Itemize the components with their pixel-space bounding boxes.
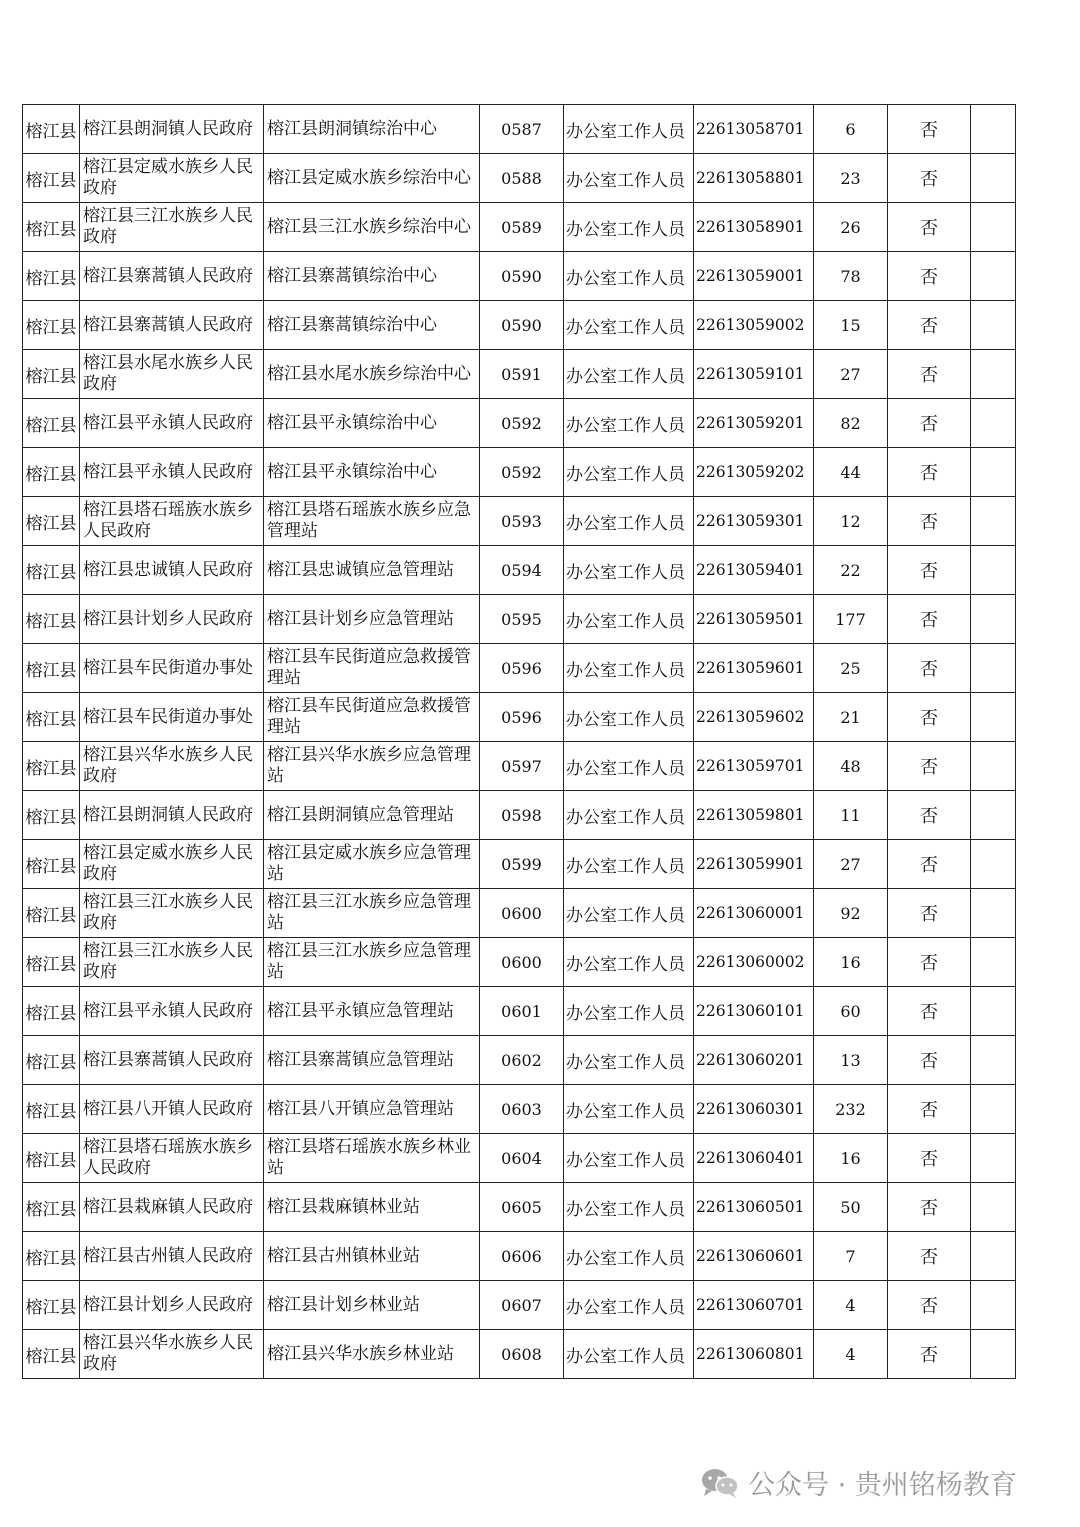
position-name-cell: 办公室工作人员 bbox=[564, 742, 694, 791]
note-cell bbox=[971, 938, 1016, 987]
note-cell bbox=[971, 840, 1016, 889]
flag-cell: 否 bbox=[888, 938, 971, 987]
applicant-count-cell: 82 bbox=[814, 399, 888, 448]
position-code-cell: 22613059301 bbox=[694, 497, 814, 546]
county-cell: 榕江县 bbox=[23, 1085, 80, 1134]
department-cell: 榕江县平永镇人民政府 bbox=[80, 448, 264, 497]
position-code-cell: 22613060601 bbox=[694, 1232, 814, 1281]
department-cell: 榕江县三江水族乡人民政府 bbox=[80, 938, 264, 987]
position-code-cell: 22613059901 bbox=[694, 840, 814, 889]
table-row bbox=[23, 742, 1016, 791]
applicant-count-cell: 11 bbox=[814, 791, 888, 840]
position-name-cell: 办公室工作人员 bbox=[564, 938, 694, 987]
flag-cell: 否 bbox=[888, 203, 971, 252]
flag-cell: 否 bbox=[888, 1330, 971, 1379]
position-code-cell: 22613060301 bbox=[694, 1085, 814, 1134]
unit-code-cell: 0600 bbox=[480, 938, 564, 987]
table-row bbox=[23, 497, 1016, 546]
watermark-text: 公众号 · 贵州铭杨教育 bbox=[748, 1470, 1017, 1501]
department-cell: 榕江县塔石瑶族水族乡人民政府 bbox=[80, 497, 264, 546]
department-cell: 榕江县定威水族乡人民政府 bbox=[80, 840, 264, 889]
table-row bbox=[23, 791, 1016, 840]
applicant-count-cell: 232 bbox=[814, 1085, 888, 1134]
note-cell bbox=[971, 1281, 1016, 1330]
position-name-cell: 办公室工作人员 bbox=[564, 644, 694, 693]
position-name-cell: 办公室工作人员 bbox=[564, 448, 694, 497]
flag-cell: 否 bbox=[888, 154, 971, 203]
note-cell bbox=[971, 1085, 1016, 1134]
flag-cell: 否 bbox=[888, 1134, 971, 1183]
county-cell: 榕江县 bbox=[23, 1134, 80, 1183]
unit-code-cell: 0587 bbox=[480, 105, 564, 154]
position-name-cell: 办公室工作人员 bbox=[564, 1330, 694, 1379]
unit-cell: 榕江县三江水族乡综治中心 bbox=[264, 203, 480, 252]
flag-cell: 否 bbox=[888, 1036, 971, 1085]
county-cell: 榕江县 bbox=[23, 105, 80, 154]
department-cell: 榕江县栽麻镇人民政府 bbox=[80, 1183, 264, 1232]
table-row bbox=[23, 840, 1016, 889]
flag-cell: 否 bbox=[888, 1085, 971, 1134]
county-cell: 榕江县 bbox=[23, 546, 80, 595]
position-code-cell: 22613060002 bbox=[694, 938, 814, 987]
county-cell: 榕江县 bbox=[23, 595, 80, 644]
unit-cell: 榕江县古州镇林业站 bbox=[264, 1232, 480, 1281]
flag-cell: 否 bbox=[888, 595, 971, 644]
note-cell bbox=[971, 301, 1016, 350]
department-cell: 榕江县朗洞镇人民政府 bbox=[80, 791, 264, 840]
county-cell: 榕江县 bbox=[23, 1330, 80, 1379]
unit-code-cell: 0600 bbox=[480, 889, 564, 938]
flag-cell: 否 bbox=[888, 693, 971, 742]
position-code-cell: 22613059201 bbox=[694, 399, 814, 448]
table-row bbox=[23, 252, 1016, 301]
department-cell: 榕江县车民街道办事处 bbox=[80, 693, 264, 742]
table-row bbox=[23, 644, 1016, 693]
table-row bbox=[23, 1085, 1016, 1134]
unit-cell: 榕江县栽麻镇林业站 bbox=[264, 1183, 480, 1232]
applicant-count-cell: 16 bbox=[814, 1134, 888, 1183]
position-code-cell: 22613060201 bbox=[694, 1036, 814, 1085]
flag-cell: 否 bbox=[888, 1232, 971, 1281]
position-name-cell: 办公室工作人员 bbox=[564, 987, 694, 1036]
position-code-cell: 22613059701 bbox=[694, 742, 814, 791]
applicant-count-cell: 21 bbox=[814, 693, 888, 742]
flag-cell: 否 bbox=[888, 399, 971, 448]
unit-cell: 榕江县兴华水族乡应急管理站 bbox=[264, 742, 480, 791]
note-cell bbox=[971, 889, 1016, 938]
applicant-count-cell: 27 bbox=[814, 350, 888, 399]
unit-cell: 榕江县寨蒿镇综治中心 bbox=[264, 252, 480, 301]
note-cell bbox=[971, 1183, 1016, 1232]
unit-cell: 榕江县车民街道应急救援管理站 bbox=[264, 644, 480, 693]
position-code-cell: 22613060101 bbox=[694, 987, 814, 1036]
position-name-cell: 办公室工作人员 bbox=[564, 791, 694, 840]
department-cell: 榕江县定威水族乡人民政府 bbox=[80, 154, 264, 203]
position-code-cell: 22613060701 bbox=[694, 1281, 814, 1330]
table-row bbox=[23, 1036, 1016, 1085]
unit-code-cell: 0589 bbox=[480, 203, 564, 252]
flag-cell: 否 bbox=[888, 448, 971, 497]
unit-cell: 榕江县平永镇综治中心 bbox=[264, 448, 480, 497]
note-cell bbox=[971, 448, 1016, 497]
position-name-cell: 办公室工作人员 bbox=[564, 1085, 694, 1134]
position-name-cell: 办公室工作人员 bbox=[564, 1036, 694, 1085]
note-cell bbox=[971, 399, 1016, 448]
unit-cell: 榕江县塔石瑶族水族乡应急管理站 bbox=[264, 497, 480, 546]
unit-code-cell: 0603 bbox=[480, 1085, 564, 1134]
position-name-cell: 办公室工作人员 bbox=[564, 301, 694, 350]
position-name-cell: 办公室工作人员 bbox=[564, 1232, 694, 1281]
flag-cell: 否 bbox=[888, 1183, 971, 1232]
department-cell: 榕江县忠诚镇人民政府 bbox=[80, 546, 264, 595]
position-code-cell: 22613059501 bbox=[694, 595, 814, 644]
department-cell: 榕江县古州镇人民政府 bbox=[80, 1232, 264, 1281]
applicant-count-cell: 48 bbox=[814, 742, 888, 791]
applicant-count-cell: 78 bbox=[814, 252, 888, 301]
unit-code-cell: 0591 bbox=[480, 350, 564, 399]
flag-cell: 否 bbox=[888, 791, 971, 840]
applicant-count-cell: 92 bbox=[814, 889, 888, 938]
unit-code-cell: 0598 bbox=[480, 791, 564, 840]
table-row bbox=[23, 1281, 1016, 1330]
wechat-icon bbox=[700, 1466, 740, 1500]
county-cell: 榕江县 bbox=[23, 154, 80, 203]
unit-code-cell: 0595 bbox=[480, 595, 564, 644]
position-code-cell: 22613060001 bbox=[694, 889, 814, 938]
table-row bbox=[23, 1232, 1016, 1281]
position-code-cell: 22613058901 bbox=[694, 203, 814, 252]
note-cell bbox=[971, 105, 1016, 154]
unit-cell: 榕江县三江水族乡应急管理站 bbox=[264, 938, 480, 987]
county-cell: 榕江县 bbox=[23, 1183, 80, 1232]
position-code-cell: 22613059001 bbox=[694, 252, 814, 301]
positions-table-body bbox=[23, 105, 1016, 1379]
position-name-cell: 办公室工作人员 bbox=[564, 1134, 694, 1183]
table-row bbox=[23, 399, 1016, 448]
county-cell: 榕江县 bbox=[23, 301, 80, 350]
position-name-cell: 办公室工作人员 bbox=[564, 840, 694, 889]
unit-cell: 榕江县水尾水族乡综治中心 bbox=[264, 350, 480, 399]
unit-cell: 榕江县车民街道应急救援管理站 bbox=[264, 693, 480, 742]
unit-cell: 榕江县兴华水族乡林业站 bbox=[264, 1330, 480, 1379]
applicant-count-cell: 50 bbox=[814, 1183, 888, 1232]
unit-code-cell: 0594 bbox=[480, 546, 564, 595]
flag-cell: 否 bbox=[888, 644, 971, 693]
unit-code-cell: 0607 bbox=[480, 1281, 564, 1330]
applicant-count-cell: 4 bbox=[814, 1330, 888, 1379]
unit-code-cell: 0599 bbox=[480, 840, 564, 889]
flag-cell: 否 bbox=[888, 546, 971, 595]
department-cell: 榕江县寨蒿镇人民政府 bbox=[80, 301, 264, 350]
unit-cell: 榕江县寨蒿镇综治中心 bbox=[264, 301, 480, 350]
flag-cell: 否 bbox=[888, 105, 971, 154]
unit-cell: 榕江县计划乡应急管理站 bbox=[264, 595, 480, 644]
table-row bbox=[23, 595, 1016, 644]
unit-code-cell: 0593 bbox=[480, 497, 564, 546]
unit-cell: 榕江县定威水族乡应急管理站 bbox=[264, 840, 480, 889]
applicant-count-cell: 22 bbox=[814, 546, 888, 595]
applicant-count-cell: 60 bbox=[814, 987, 888, 1036]
position-name-cell: 办公室工作人员 bbox=[564, 105, 694, 154]
flag-cell: 否 bbox=[888, 350, 971, 399]
position-name-cell: 办公室工作人员 bbox=[564, 889, 694, 938]
unit-cell: 榕江县平永镇综治中心 bbox=[264, 399, 480, 448]
flag-cell: 否 bbox=[888, 840, 971, 889]
position-code-cell: 22613059601 bbox=[694, 644, 814, 693]
county-cell: 榕江县 bbox=[23, 448, 80, 497]
county-cell: 榕江县 bbox=[23, 1232, 80, 1281]
position-code-cell: 22613059401 bbox=[694, 546, 814, 595]
flag-cell: 否 bbox=[888, 1281, 971, 1330]
note-cell bbox=[971, 693, 1016, 742]
county-cell: 榕江县 bbox=[23, 693, 80, 742]
department-cell: 榕江县平永镇人民政府 bbox=[80, 987, 264, 1036]
unit-cell: 榕江县定威水族乡综治中心 bbox=[264, 154, 480, 203]
flag-cell: 否 bbox=[888, 987, 971, 1036]
department-cell: 榕江县朗洞镇人民政府 bbox=[80, 105, 264, 154]
county-cell: 榕江县 bbox=[23, 840, 80, 889]
unit-cell: 榕江县三江水族乡应急管理站 bbox=[264, 889, 480, 938]
department-cell: 榕江县八开镇人民政府 bbox=[80, 1085, 264, 1134]
county-cell: 榕江县 bbox=[23, 644, 80, 693]
table-row bbox=[23, 203, 1016, 252]
flag-cell: 否 bbox=[888, 252, 971, 301]
table-row bbox=[23, 105, 1016, 154]
department-cell: 榕江县计划乡人民政府 bbox=[80, 595, 264, 644]
table-row bbox=[23, 1330, 1016, 1379]
county-cell: 榕江县 bbox=[23, 350, 80, 399]
note-cell bbox=[971, 252, 1016, 301]
position-name-cell: 办公室工作人员 bbox=[564, 1281, 694, 1330]
department-cell: 榕江县塔石瑶族水族乡人民政府 bbox=[80, 1134, 264, 1183]
county-cell: 榕江县 bbox=[23, 203, 80, 252]
table-row bbox=[23, 987, 1016, 1036]
unit-code-cell: 0604 bbox=[480, 1134, 564, 1183]
unit-code-cell: 0588 bbox=[480, 154, 564, 203]
position-code-cell: 22613060401 bbox=[694, 1134, 814, 1183]
department-cell: 榕江县三江水族乡人民政府 bbox=[80, 889, 264, 938]
position-name-cell: 办公室工作人员 bbox=[564, 203, 694, 252]
table-row bbox=[23, 350, 1016, 399]
note-cell bbox=[971, 154, 1016, 203]
table-row bbox=[23, 448, 1016, 497]
county-cell: 榕江县 bbox=[23, 1036, 80, 1085]
county-cell: 榕江县 bbox=[23, 938, 80, 987]
flag-cell: 否 bbox=[888, 742, 971, 791]
watermark bbox=[700, 1463, 1017, 1502]
position-code-cell: 22613059801 bbox=[694, 791, 814, 840]
applicant-count-cell: 13 bbox=[814, 1036, 888, 1085]
note-cell bbox=[971, 644, 1016, 693]
table-row bbox=[23, 693, 1016, 742]
applicant-count-cell: 177 bbox=[814, 595, 888, 644]
unit-cell: 榕江县朗洞镇应急管理站 bbox=[264, 791, 480, 840]
unit-code-cell: 0606 bbox=[480, 1232, 564, 1281]
position-name-cell: 办公室工作人员 bbox=[564, 154, 694, 203]
unit-cell: 榕江县塔石瑶族水族乡林业站 bbox=[264, 1134, 480, 1183]
department-cell: 榕江县水尾水族乡人民政府 bbox=[80, 350, 264, 399]
department-cell: 榕江县兴华水族乡人民政府 bbox=[80, 742, 264, 791]
unit-cell: 榕江县平永镇应急管理站 bbox=[264, 987, 480, 1036]
table-row bbox=[23, 154, 1016, 203]
note-cell bbox=[971, 1134, 1016, 1183]
applicant-count-cell: 25 bbox=[814, 644, 888, 693]
unit-cell: 榕江县八开镇应急管理站 bbox=[264, 1085, 480, 1134]
county-cell: 榕江县 bbox=[23, 791, 80, 840]
department-cell: 榕江县计划乡人民政府 bbox=[80, 1281, 264, 1330]
unit-code-cell: 0601 bbox=[480, 987, 564, 1036]
note-cell bbox=[971, 1036, 1016, 1085]
unit-code-cell: 0596 bbox=[480, 693, 564, 742]
note-cell bbox=[971, 1330, 1016, 1379]
position-code-cell: 22613058801 bbox=[694, 154, 814, 203]
position-code-cell: 22613059002 bbox=[694, 301, 814, 350]
county-cell: 榕江县 bbox=[23, 742, 80, 791]
note-cell bbox=[971, 1232, 1016, 1281]
county-cell: 榕江县 bbox=[23, 1281, 80, 1330]
unit-code-cell: 0602 bbox=[480, 1036, 564, 1085]
unit-code-cell: 0605 bbox=[480, 1183, 564, 1232]
department-cell: 榕江县三江水族乡人民政府 bbox=[80, 203, 264, 252]
note-cell bbox=[971, 987, 1016, 1036]
note-cell bbox=[971, 595, 1016, 644]
unit-cell: 榕江县忠诚镇应急管理站 bbox=[264, 546, 480, 595]
note-cell bbox=[971, 742, 1016, 791]
unit-cell: 榕江县计划乡林业站 bbox=[264, 1281, 480, 1330]
applicant-count-cell: 44 bbox=[814, 448, 888, 497]
flag-cell: 否 bbox=[888, 889, 971, 938]
table-row bbox=[23, 546, 1016, 595]
table-row bbox=[23, 1134, 1016, 1183]
unit-code-cell: 0590 bbox=[480, 252, 564, 301]
note-cell bbox=[971, 791, 1016, 840]
unit-code-cell: 0597 bbox=[480, 742, 564, 791]
unit-code-cell: 0592 bbox=[480, 448, 564, 497]
position-code-cell: 22613060801 bbox=[694, 1330, 814, 1379]
position-code-cell: 22613059202 bbox=[694, 448, 814, 497]
county-cell: 榕江县 bbox=[23, 497, 80, 546]
applicant-count-cell: 23 bbox=[814, 154, 888, 203]
county-cell: 榕江县 bbox=[23, 889, 80, 938]
position-name-cell: 办公室工作人员 bbox=[564, 350, 694, 399]
county-cell: 榕江县 bbox=[23, 252, 80, 301]
unit-cell: 榕江县寨蒿镇应急管理站 bbox=[264, 1036, 480, 1085]
applicant-count-cell: 27 bbox=[814, 840, 888, 889]
applicant-count-cell: 15 bbox=[814, 301, 888, 350]
position-name-cell: 办公室工作人员 bbox=[564, 1183, 694, 1232]
applicant-count-cell: 26 bbox=[814, 203, 888, 252]
note-cell bbox=[971, 350, 1016, 399]
table-row bbox=[23, 938, 1016, 987]
position-code-cell: 22613058701 bbox=[694, 105, 814, 154]
position-name-cell: 办公室工作人员 bbox=[564, 595, 694, 644]
flag-cell: 否 bbox=[888, 497, 971, 546]
table-row bbox=[23, 301, 1016, 350]
table-row bbox=[23, 1183, 1016, 1232]
unit-code-cell: 0592 bbox=[480, 399, 564, 448]
applicant-count-cell: 16 bbox=[814, 938, 888, 987]
note-cell bbox=[971, 546, 1016, 595]
department-cell: 榕江县寨蒿镇人民政府 bbox=[80, 1036, 264, 1085]
applicant-count-cell: 12 bbox=[814, 497, 888, 546]
position-name-cell: 办公室工作人员 bbox=[564, 497, 694, 546]
unit-cell: 榕江县朗洞镇综治中心 bbox=[264, 105, 480, 154]
applicant-count-cell: 4 bbox=[814, 1281, 888, 1330]
table-row bbox=[23, 889, 1016, 938]
position-code-cell: 22613059602 bbox=[694, 693, 814, 742]
department-cell: 榕江县车民街道办事处 bbox=[80, 644, 264, 693]
department-cell: 榕江县寨蒿镇人民政府 bbox=[80, 252, 264, 301]
unit-code-cell: 0596 bbox=[480, 644, 564, 693]
unit-code-cell: 0590 bbox=[480, 301, 564, 350]
county-cell: 榕江县 bbox=[23, 399, 80, 448]
position-code-cell: 22613059101 bbox=[694, 350, 814, 399]
position-name-cell: 办公室工作人员 bbox=[564, 693, 694, 742]
note-cell bbox=[971, 497, 1016, 546]
county-cell: 榕江县 bbox=[23, 987, 80, 1036]
department-cell: 榕江县兴华水族乡人民政府 bbox=[80, 1330, 264, 1379]
flag-cell: 否 bbox=[888, 301, 971, 350]
applicant-count-cell: 6 bbox=[814, 105, 888, 154]
positions-table bbox=[22, 104, 1016, 1379]
position-name-cell: 办公室工作人员 bbox=[564, 546, 694, 595]
note-cell bbox=[971, 203, 1016, 252]
position-name-cell: 办公室工作人员 bbox=[564, 399, 694, 448]
unit-code-cell: 0608 bbox=[480, 1330, 564, 1379]
position-name-cell: 办公室工作人员 bbox=[564, 252, 694, 301]
position-code-cell: 22613060501 bbox=[694, 1183, 814, 1232]
applicant-count-cell: 7 bbox=[814, 1232, 888, 1281]
department-cell: 榕江县平永镇人民政府 bbox=[80, 399, 264, 448]
